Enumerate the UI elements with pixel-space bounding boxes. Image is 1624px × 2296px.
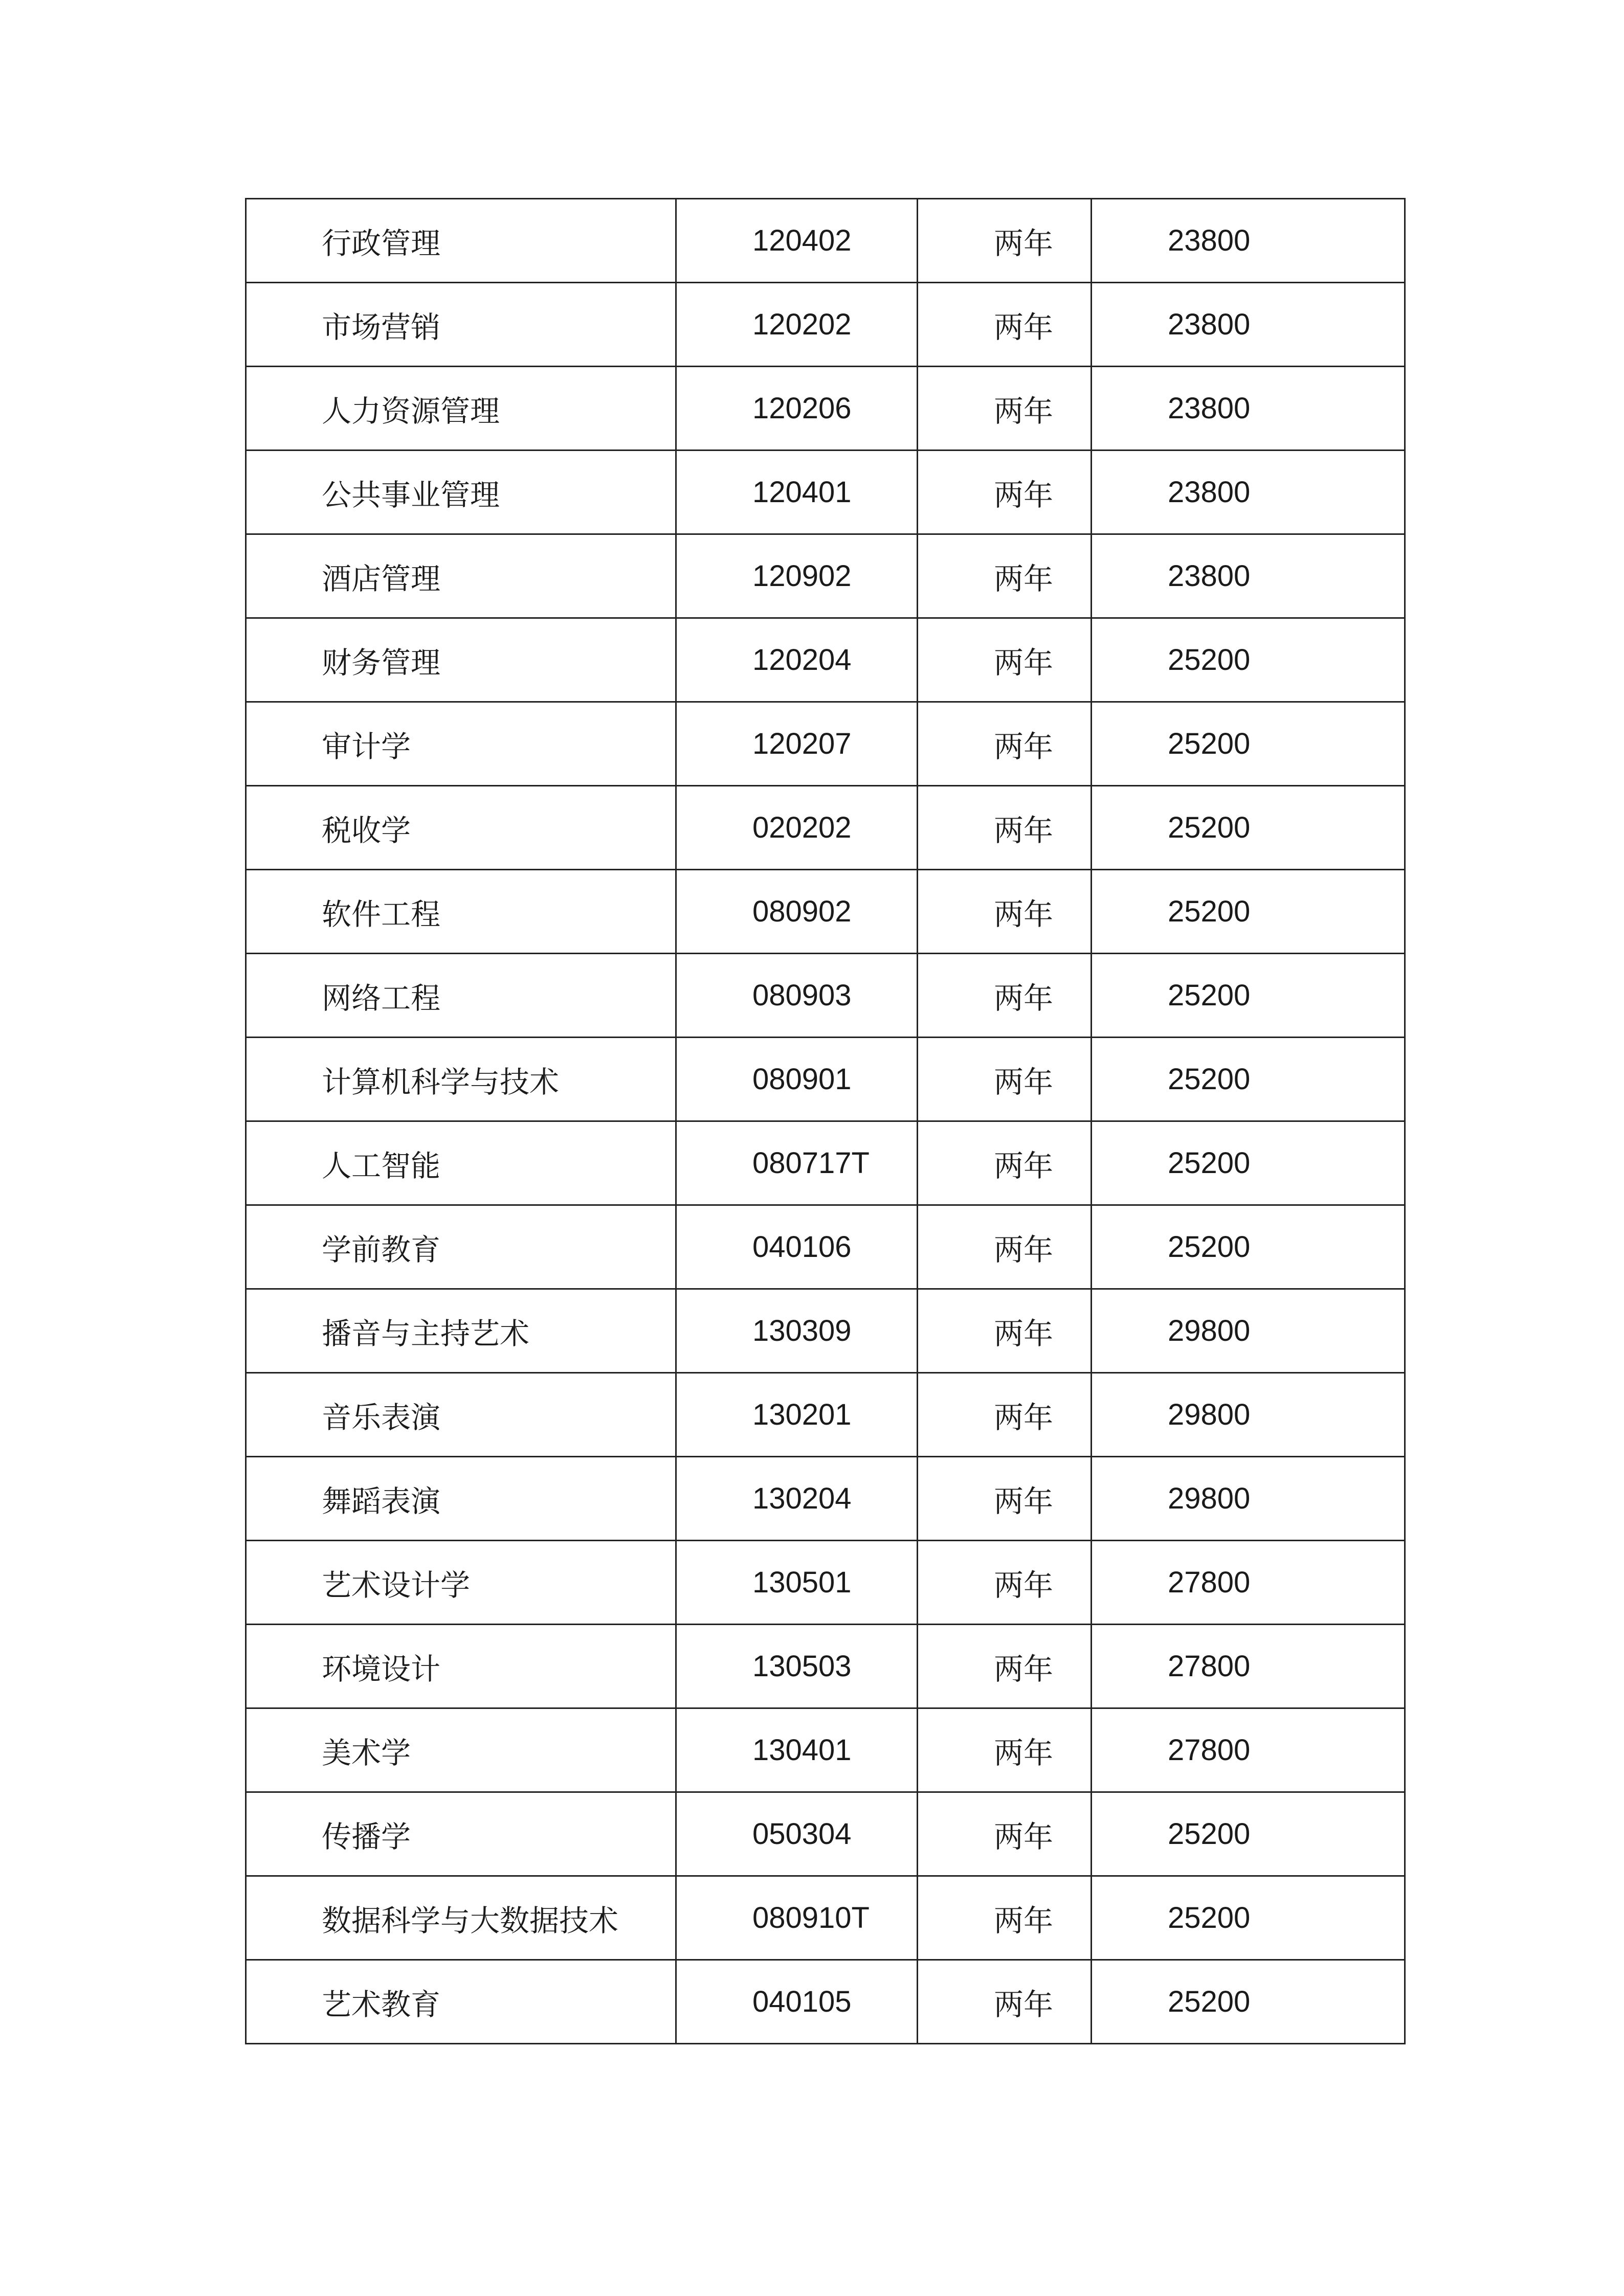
study-duration-cell: 两年: [918, 451, 1092, 534]
study-duration-cell: 两年: [918, 786, 1092, 870]
major-name-cell: 公共事业管理: [246, 451, 676, 534]
table-row: [246, 451, 1405, 534]
major-code-cell: 120204: [676, 618, 918, 702]
major-code-cell: 080902: [676, 870, 918, 954]
tuition-fee-cell: 29800: [1092, 1457, 1405, 1541]
tuition-fee-cell: 23800: [1092, 451, 1405, 534]
study-duration-cell: 两年: [918, 1792, 1092, 1876]
major-name-cell: 数据科学与大数据技术: [246, 1876, 676, 1960]
study-duration-cell: 两年: [918, 1960, 1092, 2044]
tuition-fee-cell: 27800: [1092, 1708, 1405, 1792]
major-code-cell: 130501: [676, 1541, 918, 1625]
tuition-fee-cell: 25200: [1092, 1121, 1405, 1205]
study-duration-cell: 两年: [918, 199, 1092, 283]
study-duration-cell: 两年: [918, 283, 1092, 367]
table-row: [246, 1876, 1405, 1960]
major-code-cell: 120402: [676, 199, 918, 283]
major-name-cell: 环境设计: [246, 1625, 676, 1708]
major-name-cell: 网络工程: [246, 954, 676, 1038]
table-row: [246, 1205, 1405, 1289]
tuition-fee-cell: 25200: [1092, 870, 1405, 954]
major-code-cell: 040105: [676, 1960, 918, 2044]
tuition-fee-cell: 25200: [1092, 786, 1405, 870]
study-duration-cell: 两年: [918, 1708, 1092, 1792]
major-code-cell: 130503: [676, 1625, 918, 1708]
major-code-cell: 080903: [676, 954, 918, 1038]
major-code-cell: 130204: [676, 1457, 918, 1541]
study-duration-cell: 两年: [918, 870, 1092, 954]
study-duration-cell: 两年: [918, 618, 1092, 702]
major-name-cell: 财务管理: [246, 618, 676, 702]
study-duration-cell: 两年: [918, 1541, 1092, 1625]
table-row: [246, 870, 1405, 954]
major-name-cell: 艺术设计学: [246, 1541, 676, 1625]
major-code-cell: 080910T: [676, 1876, 918, 1960]
major-name-cell: 播音与主持艺术: [246, 1289, 676, 1373]
tuition-fee-cell: 25200: [1092, 1960, 1405, 2044]
table-row: [246, 702, 1405, 786]
major-code-cell: 080901: [676, 1038, 918, 1121]
table-row: [246, 1457, 1405, 1541]
major-code-cell: 120401: [676, 451, 918, 534]
table-row: [246, 1625, 1405, 1708]
study-duration-cell: 两年: [918, 1625, 1092, 1708]
major-name-cell: 行政管理: [246, 199, 676, 283]
study-duration-cell: 两年: [918, 1457, 1092, 1541]
major-code-cell: 130309: [676, 1289, 918, 1373]
tuition-fee-cell: 23800: [1092, 199, 1405, 283]
table-row: [246, 534, 1405, 618]
tuition-fee-cell: 25200: [1092, 954, 1405, 1038]
major-name-cell: 美术学: [246, 1708, 676, 1792]
major-code-cell: 130201: [676, 1373, 918, 1457]
tuition-fee-cell: 29800: [1092, 1373, 1405, 1457]
major-code-cell: 130401: [676, 1708, 918, 1792]
program-table: [245, 198, 1406, 2044]
study-duration-cell: 两年: [918, 1373, 1092, 1457]
major-code-cell: 120207: [676, 702, 918, 786]
table-row: [246, 283, 1405, 367]
major-code-cell: 120206: [676, 367, 918, 451]
major-code-cell: 080717T: [676, 1121, 918, 1205]
major-name-cell: 审计学: [246, 702, 676, 786]
tuition-fee-cell: 29800: [1092, 1289, 1405, 1373]
study-duration-cell: 两年: [918, 954, 1092, 1038]
study-duration-cell: 两年: [918, 1289, 1092, 1373]
major-name-cell: 市场营销: [246, 283, 676, 367]
major-code-cell: 050304: [676, 1792, 918, 1876]
major-name-cell: 软件工程: [246, 870, 676, 954]
table-row: [246, 1960, 1405, 2044]
table-row: [246, 1289, 1405, 1373]
table-row: [246, 1121, 1405, 1205]
table-row: [246, 1792, 1405, 1876]
table-row: [246, 786, 1405, 870]
major-name-cell: 音乐表演: [246, 1373, 676, 1457]
table-row: [246, 1038, 1405, 1121]
table-row: [246, 199, 1405, 283]
major-name-cell: 计算机科学与技术: [246, 1038, 676, 1121]
tuition-fee-cell: 25200: [1092, 618, 1405, 702]
table-row: [246, 954, 1405, 1038]
major-code-cell: 020202: [676, 786, 918, 870]
study-duration-cell: 两年: [918, 1038, 1092, 1121]
tuition-fee-cell: 25200: [1092, 1792, 1405, 1876]
major-name-cell: 传播学: [246, 1792, 676, 1876]
major-name-cell: 学前教育: [246, 1205, 676, 1289]
tuition-fee-cell: 25200: [1092, 1876, 1405, 1960]
study-duration-cell: 两年: [918, 1121, 1092, 1205]
tuition-fee-cell: 27800: [1092, 1625, 1405, 1708]
study-duration-cell: 两年: [918, 367, 1092, 451]
study-duration-cell: 两年: [918, 534, 1092, 618]
major-name-cell: 税收学: [246, 786, 676, 870]
tuition-fee-cell: 27800: [1092, 1541, 1405, 1625]
tuition-fee-cell: 23800: [1092, 283, 1405, 367]
major-name-cell: 人工智能: [246, 1121, 676, 1205]
major-name-cell: 酒店管理: [246, 534, 676, 618]
tuition-fee-cell: 25200: [1092, 1038, 1405, 1121]
table-row: [246, 1373, 1405, 1457]
major-code-cell: 040106: [676, 1205, 918, 1289]
table-row: [246, 1708, 1405, 1792]
major-code-cell: 120202: [676, 283, 918, 367]
tuition-fee-cell: 25200: [1092, 702, 1405, 786]
study-duration-cell: 两年: [918, 1205, 1092, 1289]
major-name-cell: 人力资源管理: [246, 367, 676, 451]
major-name-cell: 艺术教育: [246, 1960, 676, 2044]
program-table-body: [246, 199, 1405, 2044]
tuition-fee-cell: 23800: [1092, 534, 1405, 618]
table-row: [246, 367, 1405, 451]
table-row: [246, 1541, 1405, 1625]
tuition-fee-cell: 25200: [1092, 1205, 1405, 1289]
tuition-fee-cell: 23800: [1092, 367, 1405, 451]
major-code-cell: 120902: [676, 534, 918, 618]
table-row: [246, 618, 1405, 702]
study-duration-cell: 两年: [918, 702, 1092, 786]
major-name-cell: 舞蹈表演: [246, 1457, 676, 1541]
study-duration-cell: 两年: [918, 1876, 1092, 1960]
